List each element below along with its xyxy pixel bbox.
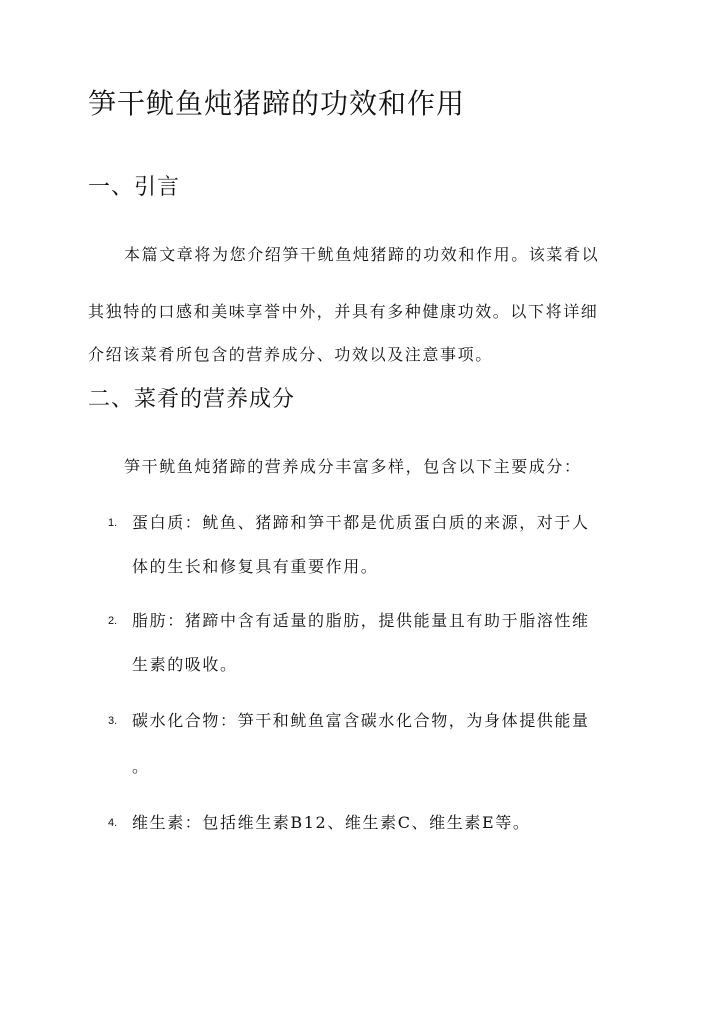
list-item-line: 生素的吸收。 [132, 655, 238, 674]
list-item-line: 碳水化合物：笋干和鱿鱼富含碳水化合物，为身体提供能量 [132, 711, 590, 730]
list-item-line: 。 [132, 757, 150, 776]
list-item-line: 脂肪：猪蹄中含有适量的脂肪，提供能量且有助于脂溶性维 [132, 611, 590, 630]
list-number: 1. [108, 517, 118, 529]
section-heading-intro: 一、引言 [88, 175, 181, 200]
nutrition-lead-text: 笋干鱿鱼炖猪蹄的营养成分丰富多样，包含以下主要成分： [124, 457, 582, 476]
paragraph-line: 本篇文章将为您介绍笋干鱿鱼炖猪蹄的功效和作用。该菜肴以 [124, 245, 600, 264]
list-item-line: 蛋白质：鱿鱼、猪蹄和笋干都是优质蛋白质的来源，对于人 [132, 513, 590, 532]
intro-paragraph [88, 240, 633, 369]
document-title: 笋干鱿鱼炖猪蹄的功效和作用 [88, 87, 466, 120]
section-heading-nutrition: 二、菜肴的营养成分 [88, 387, 296, 412]
list-number: 4. [108, 817, 118, 829]
paragraph-line: 其独特的口感和美味享誉中外，并具有多种健康功效。以下将详细 [88, 302, 599, 321]
list-item-line: 维生素：包括维生素B12、维生素C、维生素E等。 [132, 813, 531, 832]
list-number: 2. [108, 615, 118, 627]
list-number: 3. [108, 715, 118, 727]
list-item-line: 体的生长和修复具有重要作用。 [132, 557, 379, 576]
paragraph-line: 介绍该菜肴所包含的营养成分、功效以及注意事项。 [88, 345, 493, 364]
